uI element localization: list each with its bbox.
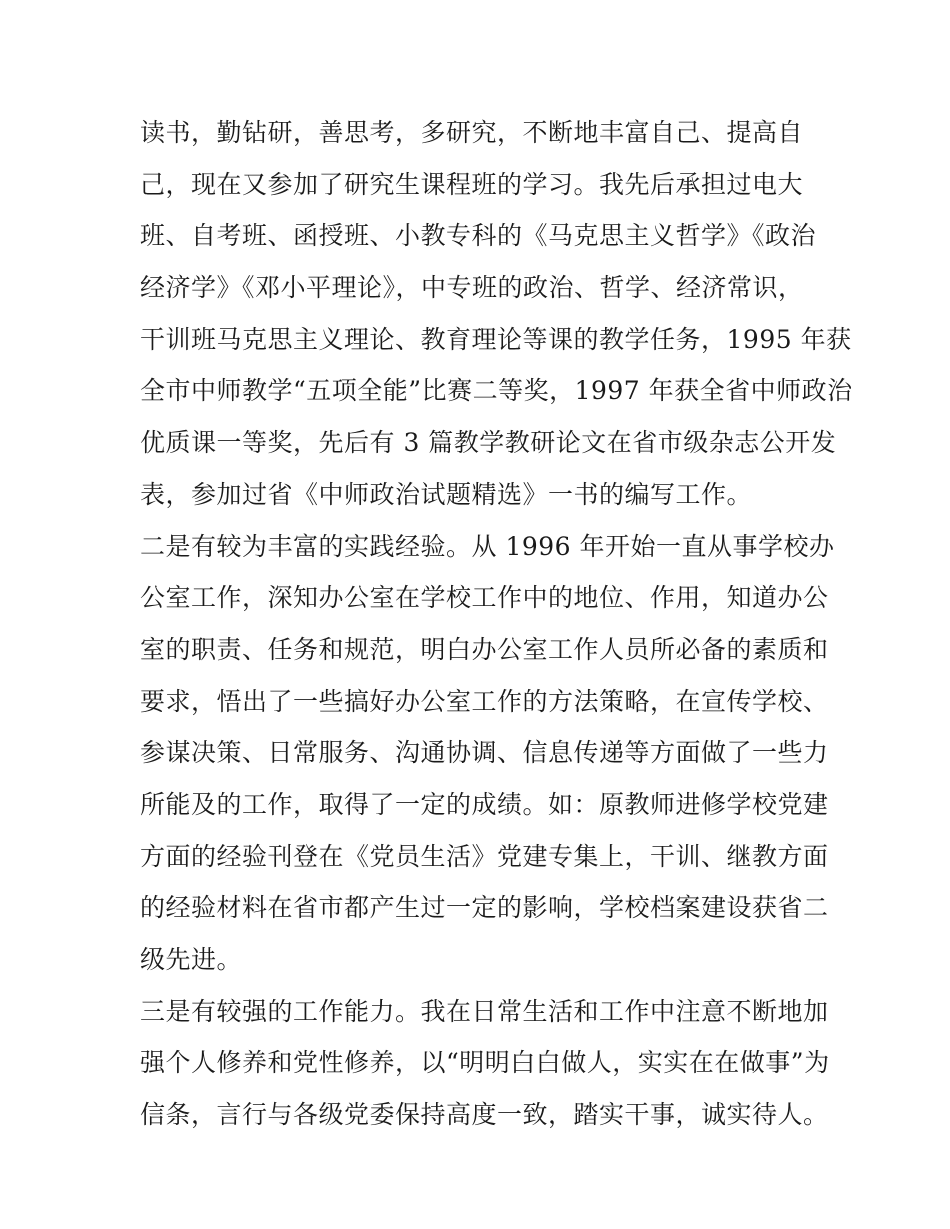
text-line: 全市中师教学“五项全能”比赛二等奖，1997 年获全省中师政治 <box>140 376 853 406</box>
text-line: 干训班马克思主义理论、教育理论等课的教学任务，1995 年获 <box>140 324 852 354</box>
text-line: 优质课一等奖，先后有 3 篇教学教研论文在省市级杂志公开发 <box>140 428 837 458</box>
text-line: 读书，勤钻研，善思考，多研究，不断地丰富自己、提高自 <box>140 118 804 147</box>
text-line: 信条，言行与各级党委保持高度一致，踏实干事，诚实待人。 <box>140 1100 829 1130</box>
text-line: 级先进。 <box>140 945 243 974</box>
text-line: 室的职责、任务和规范，明白办公室工作人员所必备的素质和 <box>140 634 829 664</box>
paragraph-start-line: 三是有较强的工作能力。我在日常生活和工作中注意不断地加 <box>140 996 829 1026</box>
text-line: 要求，悟出了一些搞好办公室工作的方法策略，在宣传学校、 <box>140 686 829 716</box>
text-line: 强个人修养和党性修养，以“明明白白做人，实实在在做事”为 <box>140 1048 830 1078</box>
paragraph-start-line: 二是有较为丰富的实践经验。从 1996 年开始一直从事学校办 <box>140 531 835 561</box>
text-line: 所能及的工作，取得了一定的成绩。如：原教师进修学校党建 <box>140 789 829 819</box>
text-line: 班、自考班、函授班、小教专科的《马克思主义哲学》《政治 <box>140 221 817 251</box>
body-text <box>140 107 853 1141</box>
text-line: 经济学》《邓小平理论》，中专班的政治、哲学、经济常识， <box>140 273 804 303</box>
text-line: 方面的经验刊登在《党员生活》党建专集上，干训、继教方面 <box>140 841 829 871</box>
text-line: 的经验材料在省市都产生过一定的影响，学校档案建设获省二 <box>140 893 829 923</box>
text-line: 己，现在又参加了研究生课程班的学习。我先后承担过电大 <box>140 169 804 199</box>
text-line: 表，参加过省《中师政治试题精选》一书的编写工作。 <box>140 479 753 509</box>
text-line: 公室工作，深知办公室在学校工作中的地位、作用，知道办公 <box>140 583 829 613</box>
text-line: 参谋决策、日常服务、沟通协调、信息传递等方面做了一些力 <box>140 738 829 768</box>
